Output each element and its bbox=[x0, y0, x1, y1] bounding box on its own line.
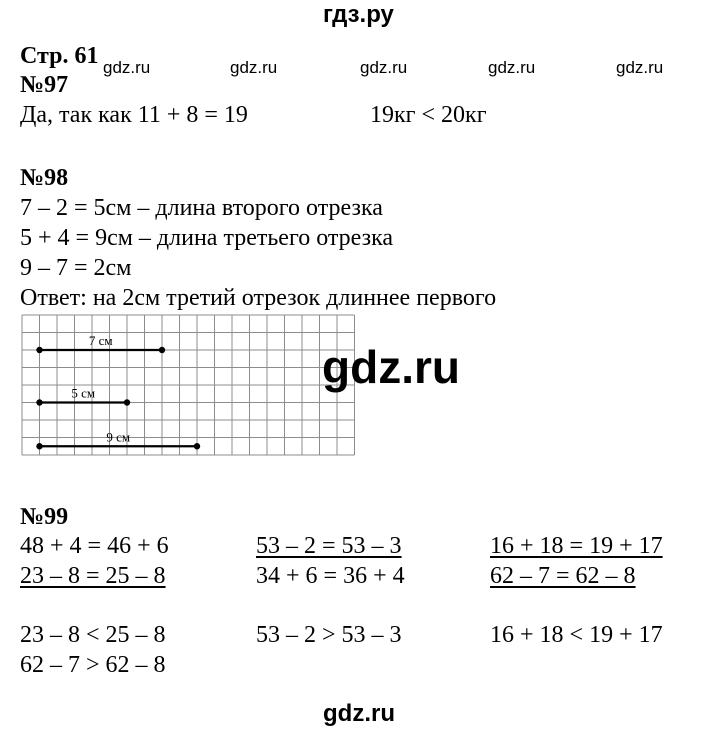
inequality: 62 – 7 > 62 – 8 bbox=[20, 652, 166, 678]
segment-endpoint bbox=[36, 347, 42, 353]
segment-endpoint bbox=[194, 443, 200, 449]
watermark: gdz.ru bbox=[488, 58, 536, 77]
task97-answer: Да, так как 11 + 8 = 19 bbox=[20, 102, 248, 128]
segment-label: 7 см bbox=[88, 333, 113, 348]
segment-endpoint bbox=[36, 443, 42, 449]
site-footer: gdz.ru bbox=[323, 700, 395, 727]
equation-underlined: 53 – 2 = 53 – 3 bbox=[256, 533, 402, 559]
segment-endpoint bbox=[36, 399, 42, 405]
equation-underlined: 62 – 7 = 62 – 8 bbox=[490, 563, 636, 589]
segment-grid bbox=[19, 312, 359, 467]
task99-heading: №99 bbox=[20, 504, 69, 530]
inequality: 53 – 2 > 53 – 3 bbox=[256, 622, 402, 648]
task98-line: Ответ: на 2см третий отрезок длиннее первого bbox=[20, 285, 497, 311]
watermark: gdz.ru bbox=[103, 58, 151, 77]
watermark: gdz.ru bbox=[616, 58, 664, 77]
task98-heading: №98 bbox=[20, 165, 69, 191]
task97-heading: №97 bbox=[20, 72, 69, 98]
equation: 34 + 6 = 36 + 4 bbox=[256, 563, 405, 589]
task97-comparison: 19кг < 20кг bbox=[370, 102, 487, 128]
task98-line: 5 + 4 = 9см – длина третьего отрезка bbox=[20, 225, 394, 251]
segment-label: 9 см bbox=[106, 429, 131, 445]
segment-endpoint bbox=[159, 347, 165, 353]
watermark: gdz.ru bbox=[360, 58, 408, 77]
big-watermark: gdz.ru bbox=[322, 341, 460, 393]
inequality: 23 – 8 < 25 – 8 bbox=[20, 622, 166, 648]
inequality: 16 + 18 < 19 + 17 bbox=[490, 622, 663, 648]
watermark: gdz.ru bbox=[230, 58, 278, 77]
segment-label: 5 см bbox=[71, 385, 96, 401]
site-header: гдз.ру bbox=[323, 1, 394, 28]
task98-line: 7 – 2 = 5см – длина второго отрезка bbox=[20, 195, 383, 221]
page-label: Стр. 61 bbox=[20, 43, 99, 69]
equation-underlined: 16 + 18 = 19 + 17 bbox=[490, 533, 663, 559]
equation: 48 + 4 = 46 + 6 bbox=[20, 533, 169, 559]
equation-underlined: 23 – 8 = 25 – 8 bbox=[20, 563, 166, 589]
task98-line: 9 – 7 = 2см bbox=[20, 255, 132, 281]
segment-endpoint bbox=[124, 399, 130, 405]
